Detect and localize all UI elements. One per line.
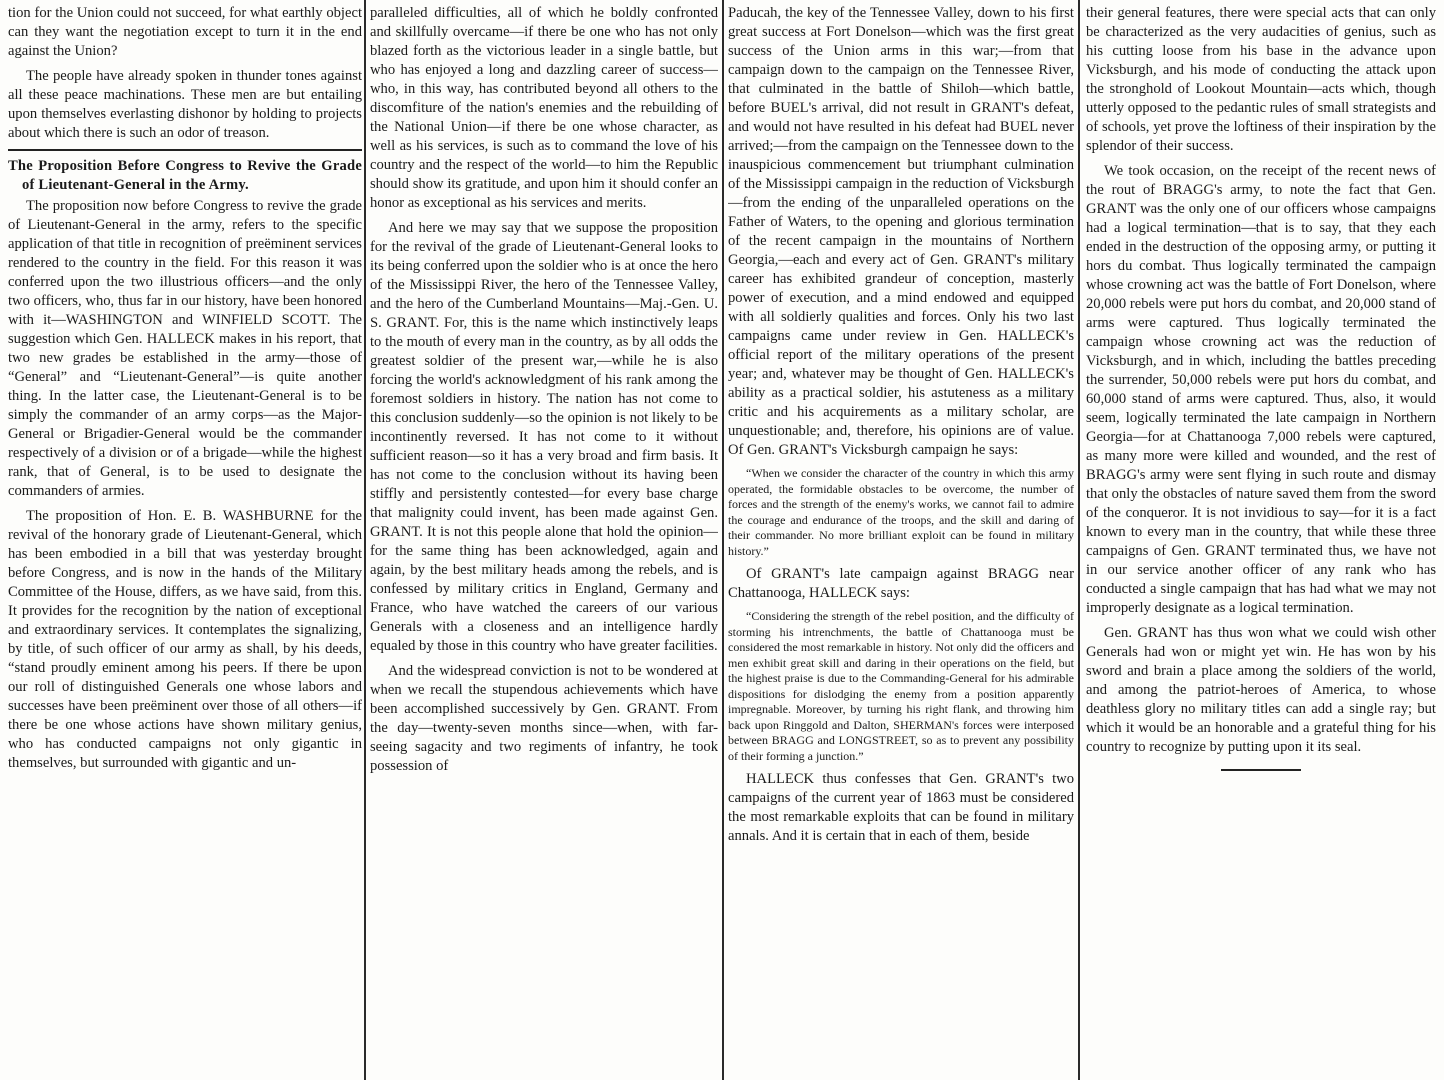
paragraph: The proposition now before Congress to revive the grade of Lieutenant-General in the army, refers to the specific application of that title in recognition of preëminent services rendered to the country in the field. For this reason it was conferred upon the two illustrious officers—and the only two officers, who, thus far in our history, have been honored with it—WASHINGTON and WINFIELD SCOTT. The suggestion which Gen. HALLECK makes in his report, that two new grades be established in the army—those of “General” and “Lieutenant-General”—is quite another thing. In the latter case, the Lieutenant-General is to be simply the commander of an army corps—as the Major-General or Brigadier-General would be the commander respectively of a division or of a brigade—while the highest rank, that of General, is to be used to designate the commanders of armies. [8,198,362,499]
continued-paragraph: their general features, there were special acts that can only be characterized as the very audacities of genius, such as his cutting loose from his base in the advance upon Vicksburgh, and his mode of conducting the attack upon the stronghold of Lookout Mountain—acts which, though utterly opposed to the pedantic rules of small strategists and of schools, yet prove the loftiness of their inspiration by the splendor of their success. [1086,5,1436,154]
quoted-passage: “Considering the strength of the rebel position, and the difficulty of storming his intrenchments, the battle of Chattanooga must be considered the most remarkable in history. Not only did the officers and men exhibit great skill and daring in their operations on the field, but the highest praise is due to the Commanding-General for his admirable dispositions for dislodging the enemy from a position apparently impregnable. Moreover, by turning his right flank, and throwing him back upon Ringgold and Dalton, SHERMAN's forces were interposed between BRAGG and LONGSTREET, so as to prevent any possibility of their forming a junction.” [728,609,1074,763]
paragraph: The people have already spoken in thunder tones against all these peace machinations. These men are but entailing upon themselves everlasting dishonor by holding to projects about which there is such an odor of treason. [8,68,362,141]
column-rule [364,0,366,1080]
column-3 [728,4,1074,1076]
column-1 [8,4,362,1076]
continued-paragraph: tion for the Union could not succeed, for what earthly object can they want the negotiation except to turn it in the end against the Union? [8,5,362,59]
paragraph: The proposition of Hon. E. B. WASHBURNE for the revival of the honorary grade of Lieutenant-General, which has been embodied in a bill that was yesterday brought before Congress, and is now in the hands of the Military Committee of the House, differs, as we have said, from this. It provides for the recognition by the nation of exceptional and extraordinary services. It contemplates the signalizing, by title, of such officer of our army as shall, by his deeds, “stand proudly eminent among his peers. If there be upon our roll of distinguished Generals one whose labors and successes have been preëminent over those of all others—if there be one whose actions have shown military genius, who has conducted campaigns not only gigantic in themselves, but surrounded with gigantic and un- [8,508,362,771]
column-rule [1078,0,1080,1080]
quoted-passage: “When we consider the character of the country in which this army operated, the formidable obstacles to be overcome, the number of forces and the strength of the enemy's works, we cannot fail to admire the courage and endurance of the troops, and the skill and daring of their commander. No more brilliant exploit can be found in military history.” [728,466,1074,558]
section-divider [8,149,362,151]
continued-paragraph: Paducah, the key of the Tennessee Valley, down to his first great success at Fort Donelson—which was the first great success of the Union arms in this war;—from that campaign down to the campaign on the Tennessee River, that culminated in the battle of Shiloh—which battle, before BUEL's arrival, did not result in GRANT's defeat, and would not have resulted in his defeat had BUEL never arrived;—from the campaign on the Tennessee down to the inauspicious commencement but triumphant culmination of the Mississippi campaign in the reduction of Vicksburgh—from the ending of the unparalleled operations on the Father of Waters, to the opening and glorious termination of the recent campaign in the mountains of Northern Georgia,—each and every act of Gen. GRANT's military career has exhibited grandeur of conception, masterly power of execution, and a mind endowed and equipped with all soldierly qualities and forces. Only his two last campaigns came under review in Gen. HALLECK's official report of the military operations of the present year; and, whatever may be thought of Gen. HALLECK's ability as a practical soldier, his astuteness as a military critic and his acquirements as a military scholar, are unquestionable; and, therefore, his opinions are of value. Of Gen. GRANT's Vicksburgh campaign he says: [728,5,1074,458]
paragraph: And here we may say that we suppose the proposition for the revival of the grade of Lieutenant-General looks to its being conferred upon the soldier who is at once the hero of the Mississippi River, the hero of the Tennessee Valley, and the hero of the Cumberland Mountains—Maj.-Gen. U. S. GRANT. For, this is the name which instinctively leaps to the mouth of every man in the country, as by all odds the greatest soldier of the present war,—while he is also forcing the world's acknowledgment of his rank among the foremost soldiers in history. The nation has not come to this conclusion suddenly—so the opinion is not likely to be incontinently reversed. It has not come to it without sufficient reason—so it has a very broad and firm basis. It has not come to the conclusion without its having been stiffly and persistently contested—for every base charge that malignity could invent, has been made against Gen. GRANT. It is not this people alone that hold the opinion—for the same thing has been acknowledged, again and again, by the best military heads among the rebels, and is confessed by military critics in England, Germany and France, who have watched the careers of our various Generals with a closeness and an intelligence hardly equaled by those in this country who have greater facilities. [370,220,718,654]
column-rule [722,0,724,1080]
paragraph: We took occasion, on the receipt of the recent news of the rout of BRAGG's army, to note the fact that Gen. GRANT was the only one of our officers whose campaigns had a logical termination—that is to say, that they each ended in the destruction of the opposing army, or putting it hors du combat. Thus logically terminated the campaign whose crowning act was the battle of Fort Donelson, where 20,000 rebels were put hors du combat, and 20,000 stand of arms were captured. Thus logically terminated the campaign whose crowning act was the reduction of Vicksburgh, and in which, including the battles preceding the surrender, 50,000 rebels were put hors du combat, and 60,000 stand of arms were captured. Thus, also, it would seem, logically terminated the late campaign in Northern Georgia—for at Chattanooga 7,000 rebels were captured, as many more were killed and wounded, and the rest of BRAGG's army were sent flying in such route and dismay that only the obstacles of nature saved them from the sword of the conqueror. It is not invidious to say—for it is a fact known to every man in the country, that while these three campaigns of Gen. GRANT terminated thus, we have not in our service another officer of any rank who has conducted a single campaign that has had what we may not improperly designate as a logical termination. [1086,163,1436,616]
paragraph: HALLECK thus confesses that Gen. GRANT's two campaigns of the current year of 1863 must be considered the most remarkable exploits that can be found in military annals. And it is certain that in each of them, beside [728,771,1074,844]
paragraph: Of GRANT's late campaign against BRAGG near Chattanooga, HALLECK says: [728,566,1074,601]
column-2 [370,4,718,1076]
article-headline: The Proposition Before Congress to Revive the Grade of Lieutenant-General in the Army. [8,158,362,193]
paragraph: Gen. GRANT has thus won what we could wish other Generals had won or might yet win. He has won by his sword and brain a place among the soldiers of the world, and among the patriot-heroes of America, to whose deathless glory no military titles can add a single ray; but which it would be an honorable and a grateful thing for his country to recognize by putting upon it its seal. [1086,625,1436,755]
column-4 [1086,4,1436,1076]
article-end-rule [1221,769,1301,771]
paragraph: And the widespread conviction is not to be wondered at when we recall the stupendous achievements which have been accomplished successively by Gen. GRANT. From the day—twenty-seven months since—when, with far-seeing sagacity and two regiments of infantry, he took possession of [370,663,718,774]
continued-paragraph: paralleled difficulties, all of which he boldly confronted and skillfully overcame—if there be one who has not only blazed forth as the victorious leader in a single battle, but who has enjoyed a long and dazzling career of success—who, in this way, has contributed beyond all others to the discomfiture of the nation's enemies and the rebuilding of the National Union—if there be one whose character, as well as his services, is such as to command the love of his country and the respect of the world—to him the Republic should show its gratitude, and upon him it should confer an honor as exceptional as his services and merits. [370,5,718,211]
